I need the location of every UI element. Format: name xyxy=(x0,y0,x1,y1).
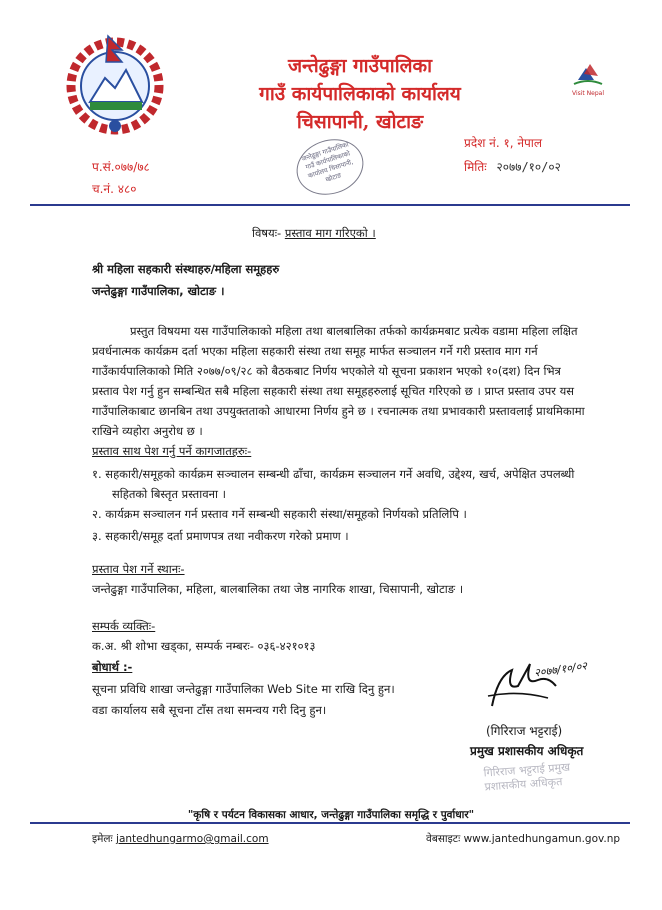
date-value: २०७७/१०/०२ xyxy=(496,160,561,174)
documents-heading: प्रस्ताव साथ पेश गर्नु पर्ने कागजातहरुः- xyxy=(92,444,252,458)
body-line-3: गाउँकार्यपालिकाको मिति २०७७/०९/२८ को बैठकबाट निर्णय भएकोले यो सूचना प्रकाशन भएको १०(दश) दिन भित्र xyxy=(92,364,561,378)
org-name: जन्तेढुङ्गा गाउँपालिका xyxy=(287,55,433,77)
body-line-6: राखिने व्यहोरा अनुरोध छ । xyxy=(92,424,203,438)
footer-email xyxy=(92,832,269,846)
letter-date xyxy=(464,158,561,175)
nepal-emblem-logo xyxy=(60,28,170,138)
document-item-1: १. सहकारी/समूहको कार्यक्रम सञ्चालन सम्बन्धी ढाँचा, कार्यक्रम सञ्चालन गर्ने अवधि, उद्देश्य, खर्च, अपेक्षित उपलब्धी xyxy=(92,467,575,481)
header-divider xyxy=(30,204,630,206)
email-link[interactable]: jantedhungarmo@gmail.com xyxy=(116,833,269,845)
submission-heading: प्रस्ताव पेश गर्ने स्थानः- xyxy=(92,562,185,576)
addressee-line-2: जन्तेढुङ्गा गाउँपालिका, खोटाङ । xyxy=(92,284,225,298)
body-line-1: प्रस्तुत विषयमा यस गाउँपालिकाको महिला तथा बालबालिका तर्फको कार्यक्रमबाट प्रत्येक वडामा महिला लक्षित xyxy=(130,324,578,338)
website-link[interactable]: www.jantedhungamun.gov.np xyxy=(463,833,621,845)
contact-details: क.अ. श्री शोभा खड्का, सम्पर्क नम्बरः- ०३६-४२१०१३ xyxy=(92,639,316,653)
office-seal-stamp xyxy=(289,131,370,203)
document-item-1-cont: सहितको बिस्तृत प्रस्तावना । xyxy=(112,487,226,501)
province-text: प्रदेश नं. १, नेपाल xyxy=(464,136,543,150)
website-label: वेबसाइटः xyxy=(426,833,461,845)
body-line-4: प्रस्ताव पेश गर्नु हुन सम्बन्धित सबै महिला सहकारी संस्था तथा समूहहरुलाई सूचित गरिएको छ । प्राप्त प्रस्ताव उपर यस xyxy=(92,384,575,398)
handwritten-signature xyxy=(478,656,628,716)
contact-heading: सम्पर्क व्यक्तिः- xyxy=(92,619,156,633)
signature-date: २०७७/१०/०२ xyxy=(533,659,588,680)
footer-motto: "कृषि र पर्यटन विकासका आधार, जन्तेढुङ्गा गाउँपालिका समृद्धि र पुर्वाधार" xyxy=(187,809,475,821)
body-line-5: गाउँपालिकाबाट छानबिन तथा उपयुक्तताको आधारमा निर्णय हुने छ । रचनात्मक तथा प्रभावकारी प्रस्तावलाई प्राथमिकामा xyxy=(92,404,585,418)
addressee-line-1: श्री महिला सहकारी संस्थाहरु/महिला समूहहरु xyxy=(92,262,280,276)
visit-nepal-logo xyxy=(568,62,608,97)
signatory-name: (गिरिराज भट्टराई) xyxy=(486,724,563,738)
submission-location: जन्तेढुङ्गा गाउँपालिका, महिला, बालबालिका तथा जेष्ठ नागरिक शाखा, चिसापानी, खोटाङ । xyxy=(92,582,464,596)
stamp-text: गिरिराज भट्टराई प्रमुख प्रशासकीय अधिकृत xyxy=(483,760,571,794)
signatory-stamp xyxy=(483,757,615,794)
signatory-title: प्रमुख प्रशासकीय अधिकृत xyxy=(470,744,584,758)
office-location: चिसापानी, खोटाङ xyxy=(296,111,424,133)
seal-text: जन्तेढुङ्गा गाउँपालिका गाउँ कार्यपालिकाको कार्यालय चिसापानी, खोटाङ xyxy=(300,140,355,184)
email-label: इमेलः xyxy=(92,833,113,845)
dispatch-number xyxy=(92,180,136,197)
office-name: गाउँ कार्यपालिकाको कार्यालय xyxy=(259,83,461,105)
visit-nepal-text: Visit Nepal xyxy=(571,90,605,97)
date-label: मितिः xyxy=(464,160,487,174)
document-item-2: २. कार्यक्रम सञ्चालन गर्न प्रस्ताव गर्ने सम्बन्धी सहकारी संस्था/समूहको निर्णयको प्रतिलिपि । xyxy=(92,507,467,521)
footer-website xyxy=(426,832,620,846)
dispatch-number-text: च.नं. ४८० xyxy=(92,182,137,196)
reference-number: प.सं.०७७/७८ xyxy=(92,160,150,174)
subject-text: प्रस्ताव माग गरिएको । xyxy=(284,226,376,240)
footer-divider xyxy=(30,822,630,824)
body-line-2: प्रवर्धनात्मक कार्यक्रम दर्ता भएका महिला सहकारी संस्था तथा समूह मार्फत सञ्चालन गर्ने गरी प्रस्ताव माग गर्न xyxy=(92,344,538,358)
cc-line-2: वडा कार्यालय सबै सूचना टाँस तथा समन्वय गरी दिनु हुन। xyxy=(92,703,327,717)
cc-heading: बोधार्थ :- xyxy=(92,660,133,674)
document-item-3: ३. सहकारी/समूह दर्ता प्रमाणपत्र तथा नवीकरण गरेको प्रमाण । xyxy=(92,529,349,543)
subject-label: विषयः- xyxy=(252,226,282,240)
cc-line-1: सूचना प्रविधि शाखा जन्तेढुङ्गा गाउँपालिका Web Site मा राखि दिनु हुन। xyxy=(92,682,395,696)
subject-line xyxy=(252,223,376,244)
